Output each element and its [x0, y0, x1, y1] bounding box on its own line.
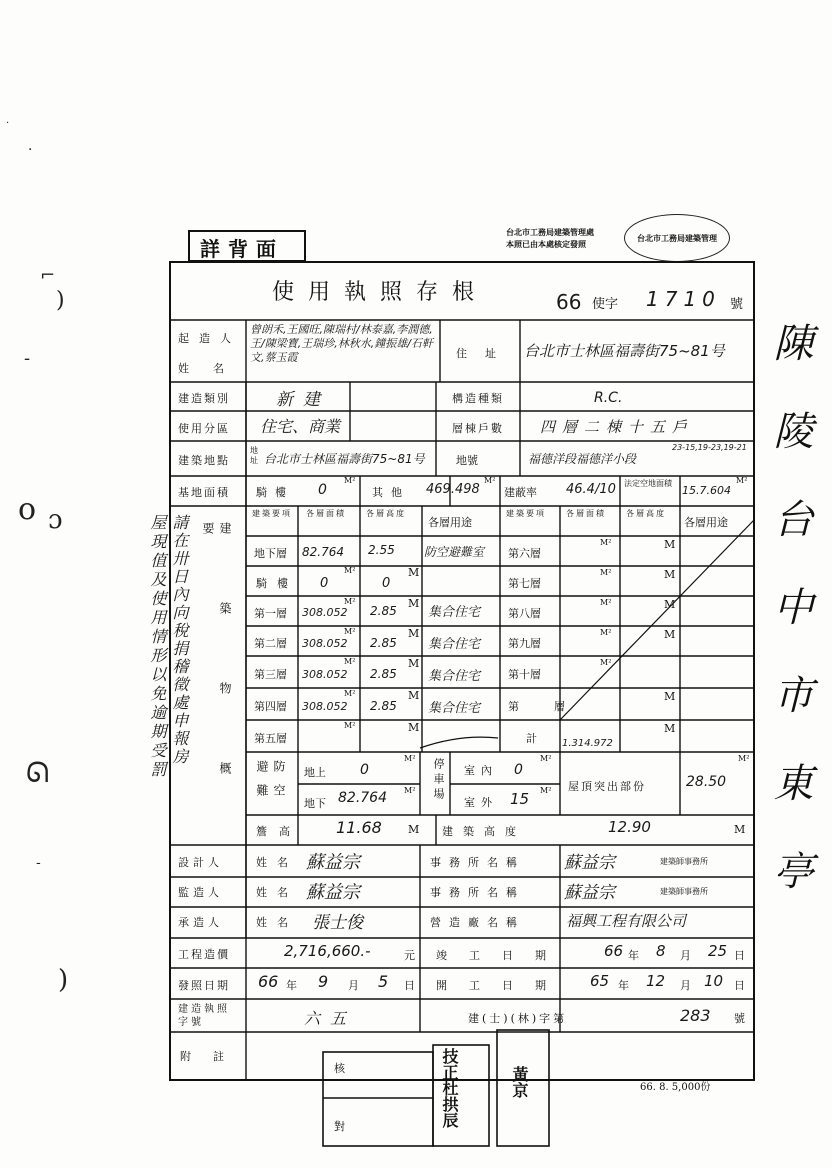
designer-name: 蘇益宗	[306, 852, 360, 873]
construction-permit-ref-number: 283	[680, 1006, 711, 1025]
zoning-label: 使用分區	[178, 422, 230, 435]
other-label: 其他	[372, 486, 410, 499]
parking-outdoor-value: 15	[510, 790, 530, 808]
unit-mark: M²	[344, 566, 356, 575]
issue-date-label: 發照日期	[178, 979, 230, 992]
unit-mark: M²	[600, 628, 612, 637]
floor-name-right: 第六層	[508, 547, 541, 560]
construction-permit-ref-suffix: 號	[734, 1012, 745, 1025]
start-date-label: 開工日期	[436, 979, 568, 992]
contractor-name-label: 姓名	[256, 916, 298, 929]
year-mark: 年	[618, 979, 629, 992]
unit-mark: M	[408, 627, 420, 640]
arcade-unit: M²	[344, 476, 356, 485]
eave-height-value: 11.68	[336, 818, 382, 837]
legal-open-area-label: 法定空地面積	[624, 479, 672, 488]
floor-name-right: 第 層	[508, 700, 577, 713]
supervisor-office-label: 事務所名稱	[430, 886, 525, 899]
parking-indoor-value: 0	[514, 762, 523, 778]
unit-mark: M²	[600, 568, 612, 577]
air-raid-shelter-label: 防空避難	[255, 760, 286, 808]
office-stamp-line-2: 本照已由本處核定發照	[506, 239, 586, 249]
floor-height: 2.55	[368, 543, 395, 557]
builder-names: 曾朗禾,王國旺,陳瑞村/林泰嘉,李潤德,王/陳梁寶,王瑞珍,林秋水,鐘振雄/石軒文,蔡玉霞	[250, 323, 433, 364]
floor-height: 0	[382, 576, 391, 591]
month-mark: 月	[680, 949, 691, 962]
month-mark: 月	[348, 979, 359, 992]
above-ground-label: 地上	[304, 766, 326, 779]
floor-use: 集合住宅	[428, 637, 481, 652]
permit-number: 1710	[646, 287, 721, 311]
scan-speck: ‐	[36, 855, 41, 871]
supervisor-label: 監造人	[178, 886, 223, 899]
floor-name-right: 第九層	[508, 637, 541, 650]
unit-mark: M	[408, 597, 420, 610]
unit-mark: M²	[600, 658, 612, 667]
unit-mark: M²	[540, 754, 552, 763]
zoning-value: 住宅、商業	[260, 417, 341, 436]
cost-value: 2,716,660.-	[284, 942, 371, 960]
col-header-use-left: 各層用途	[428, 516, 472, 529]
completion-month: 8	[656, 942, 666, 960]
outline-side-label: 建築物概要	[201, 522, 232, 842]
unit-mark: M²	[344, 627, 356, 636]
builder-name-label: 姓名	[178, 362, 248, 375]
roof-projection-label: 屋頂突出部份	[568, 780, 646, 793]
day-mark: 日	[734, 949, 745, 962]
official-seal-du: 技正杜拱辰	[440, 1048, 459, 1128]
site-address-prefix: 地址	[250, 446, 258, 465]
start-day: 10	[704, 972, 724, 990]
unit-mark: M	[664, 628, 676, 641]
completion-day: 25	[708, 942, 728, 960]
contractor-label: 承造人	[178, 916, 223, 929]
unit-mark: M²	[404, 754, 416, 763]
unit-mark: M	[408, 689, 420, 702]
address-label: 住址	[456, 347, 514, 360]
floor-name-right: 計	[526, 732, 537, 745]
unit-mark: M²	[404, 786, 416, 795]
permit-type: 使字	[592, 297, 619, 312]
floor-use: 集合住宅	[428, 701, 481, 716]
unit-mark: M	[664, 568, 676, 581]
arcade-value: 0	[318, 482, 327, 498]
construction-permit-ref-year: 六五	[304, 1009, 357, 1028]
designer-label: 設計人	[178, 856, 223, 869]
unit-mark: M	[408, 721, 420, 734]
floor-height: 2.85	[370, 636, 397, 650]
start-year: 65	[590, 972, 610, 990]
floor-area: 308.052	[302, 668, 348, 681]
unit-mark: M	[664, 598, 676, 611]
check-box-label: 對	[334, 1120, 345, 1133]
builder-label: 起造人	[178, 332, 241, 345]
floor-name: 第二層	[254, 637, 287, 650]
unit-mark: M	[664, 690, 676, 703]
designer-name-label: 姓名	[256, 856, 298, 869]
unit-mark: M	[408, 566, 420, 579]
address-value: 台北市士林區福壽街75~81号	[524, 342, 725, 360]
unit-mark: M²	[600, 598, 612, 607]
parking-indoor-label: 室內	[464, 764, 498, 777]
supervisor-office-suffix: 建築師事務所	[660, 887, 708, 896]
below-ground-label: 地下	[304, 797, 326, 810]
floor-area: 308.052	[302, 637, 348, 650]
floor-use: 集合住宅	[428, 669, 481, 684]
office-stamp-line-1: 台北市工務局建築管理處	[506, 227, 594, 237]
unit-mark: M²	[344, 689, 356, 698]
unit-mark: M	[664, 722, 676, 735]
round-seal-text: 台北市工務局建築管理	[637, 233, 717, 243]
floor-name: 第一層	[254, 607, 287, 620]
coverage-value: 46.4/10	[566, 482, 616, 497]
issue-year: 66	[258, 972, 279, 991]
col-header-area-left: 各層面積	[306, 509, 346, 518]
below-ground-value: 82.764	[338, 790, 387, 806]
unit-mark: M	[408, 657, 420, 670]
other-unit: M²	[484, 476, 496, 485]
review-box-label: 核	[334, 1062, 345, 1075]
unit-mark: M²	[344, 657, 356, 666]
scan-speck: ·	[28, 142, 33, 158]
floor-name: 第三層	[254, 668, 287, 681]
scan-speck: ɔ	[48, 505, 63, 535]
floor-use: 集合住宅	[428, 605, 481, 620]
parking-label: 停車場	[432, 758, 445, 803]
floor-height: 2.85	[370, 667, 397, 681]
floor-name: 騎樓	[256, 577, 298, 590]
building-height-value: 12.90	[608, 818, 651, 836]
site-address-value: 台北市士林區福壽街75~81号	[264, 452, 425, 466]
issue-month: 9	[318, 972, 329, 991]
structure-label: 構造種類	[452, 392, 504, 405]
supervisor-name-label: 姓名	[256, 886, 298, 899]
eave-height-label: 簷高	[256, 825, 302, 838]
total-area-value: 1.314.972	[562, 738, 613, 749]
unit-mark: M	[734, 823, 746, 836]
col-header-item-right: 建築要項	[506, 509, 546, 518]
detail-back-stamp-text: 詳背面	[200, 237, 284, 261]
print-run-code: 66. 8. 5,000份	[640, 1082, 711, 1093]
floor-area: 0	[320, 576, 329, 591]
unit-mark: M	[408, 823, 420, 836]
permit-year: 66	[556, 290, 582, 314]
arcade-label: 騎樓	[256, 486, 294, 499]
designer-office-label: 事務所名稱	[430, 856, 525, 869]
above-ground-value: 0	[360, 762, 369, 778]
supervisor-name: 蘇益宗	[306, 882, 360, 903]
parking-outdoor-label: 室外	[464, 796, 498, 809]
building-height-label: 建築高度	[442, 825, 526, 838]
scan-speck: ⌐	[40, 265, 56, 286]
contractor-name: 張士俊	[312, 913, 363, 933]
margin-note-left-2: 請在卅日內向稅捐稽徵處申報房	[170, 514, 189, 766]
floor-name-right: 第十層	[508, 668, 541, 681]
construction-permit-ref-mid: 建(士)(林)字第	[468, 1012, 568, 1025]
year-mark: 年	[286, 979, 297, 992]
floors-units-value: 四層二棟十五戶	[540, 418, 695, 436]
roof-projection-value: 28.50	[686, 774, 727, 790]
unit-mark: M²	[344, 597, 356, 606]
contractor-factory-label: 營造廠名稱	[430, 916, 525, 929]
coverage-label: 建蔽率	[504, 486, 537, 499]
floor-height: 2.85	[370, 604, 397, 618]
scan-speck: ᘏ	[26, 756, 50, 789]
notes-label: 附註	[180, 1050, 246, 1063]
floor-name: 地下層	[254, 547, 287, 560]
floors-units-label: 層棟戶數	[452, 422, 504, 435]
floor-use: 防空避難室	[424, 545, 485, 559]
unit-mark: M²	[738, 754, 750, 763]
site-area-label: 基地面積	[178, 486, 230, 499]
site-lot-value: 福德洋段福德洋小段	[528, 452, 637, 466]
floor-area: 308.052	[302, 606, 348, 619]
build-type-value: 新建	[276, 390, 330, 410]
year-mark: 年	[628, 949, 639, 962]
scan-speck: -	[24, 348, 31, 369]
floor-name-right: 第八層	[508, 607, 541, 620]
site-label: 建築地點	[178, 454, 230, 467]
other-value: 469.498	[426, 482, 480, 497]
legal-area-unit: M²	[736, 476, 748, 485]
col-header-item-left: 建築要項	[252, 509, 292, 518]
official-seal-huang: 黃京	[510, 1066, 529, 1098]
col-header-height-left: 各層高度	[366, 509, 406, 518]
legal-open-area-value: 15.7.604	[682, 484, 731, 497]
completion-date-label: 竣工日期	[436, 949, 568, 962]
scan-speck: ·	[6, 118, 10, 129]
floor-area: 82.764	[302, 545, 344, 559]
margin-note-left-1: 屋現值及使用情形以免逾期受罰	[148, 514, 167, 780]
structure-value: R.C.	[594, 390, 623, 406]
col-header-height-right: 各層高度	[626, 509, 666, 518]
scan-speck: ο	[18, 492, 37, 527]
unit-mark: M²	[540, 786, 552, 795]
col-header-use-right: 各層用途	[684, 516, 728, 529]
unit-mark: M	[664, 538, 676, 551]
build-type-label: 建造類別	[178, 392, 230, 405]
scan-speck: )	[56, 288, 65, 313]
cost-unit: 元	[404, 949, 415, 962]
unit-mark: M²	[600, 538, 612, 547]
site-lot-prefix: 地號	[456, 454, 478, 467]
day-mark: 日	[734, 979, 745, 992]
scan-speck: )	[58, 965, 69, 995]
form-title: 使用執照存根	[272, 280, 489, 305]
site-lot-numbers: 23-15,19-23,19-21	[672, 443, 747, 452]
designer-office-suffix: 建築師事務所	[660, 857, 708, 866]
issue-day: 5	[378, 972, 389, 991]
construction-permit-ref-label: 建造執照字號	[178, 1004, 230, 1028]
floor-name: 第五層	[254, 732, 287, 745]
margin-note-right: 陳陵台中市東亭	[767, 322, 813, 938]
unit-mark: M²	[344, 721, 356, 730]
supervisor-office-name: 蘇益宗	[564, 883, 615, 903]
contractor-factory-name: 福興工程有限公司	[566, 912, 687, 930]
completion-year: 66	[604, 942, 624, 960]
floor-height: 2.85	[370, 699, 397, 713]
start-month: 12	[646, 972, 666, 990]
designer-office-name: 蘇益宗	[564, 853, 615, 873]
cost-label: 工程造價	[178, 948, 230, 961]
month-mark: 月	[680, 979, 691, 992]
permit-suffix: 號	[730, 297, 744, 312]
day-mark: 日	[404, 979, 415, 992]
floor-name: 第四層	[254, 700, 287, 713]
col-header-area-right: 各層面積	[566, 509, 606, 518]
floor-name-right: 第七層	[508, 577, 541, 590]
floor-area: 308.052	[302, 700, 348, 713]
